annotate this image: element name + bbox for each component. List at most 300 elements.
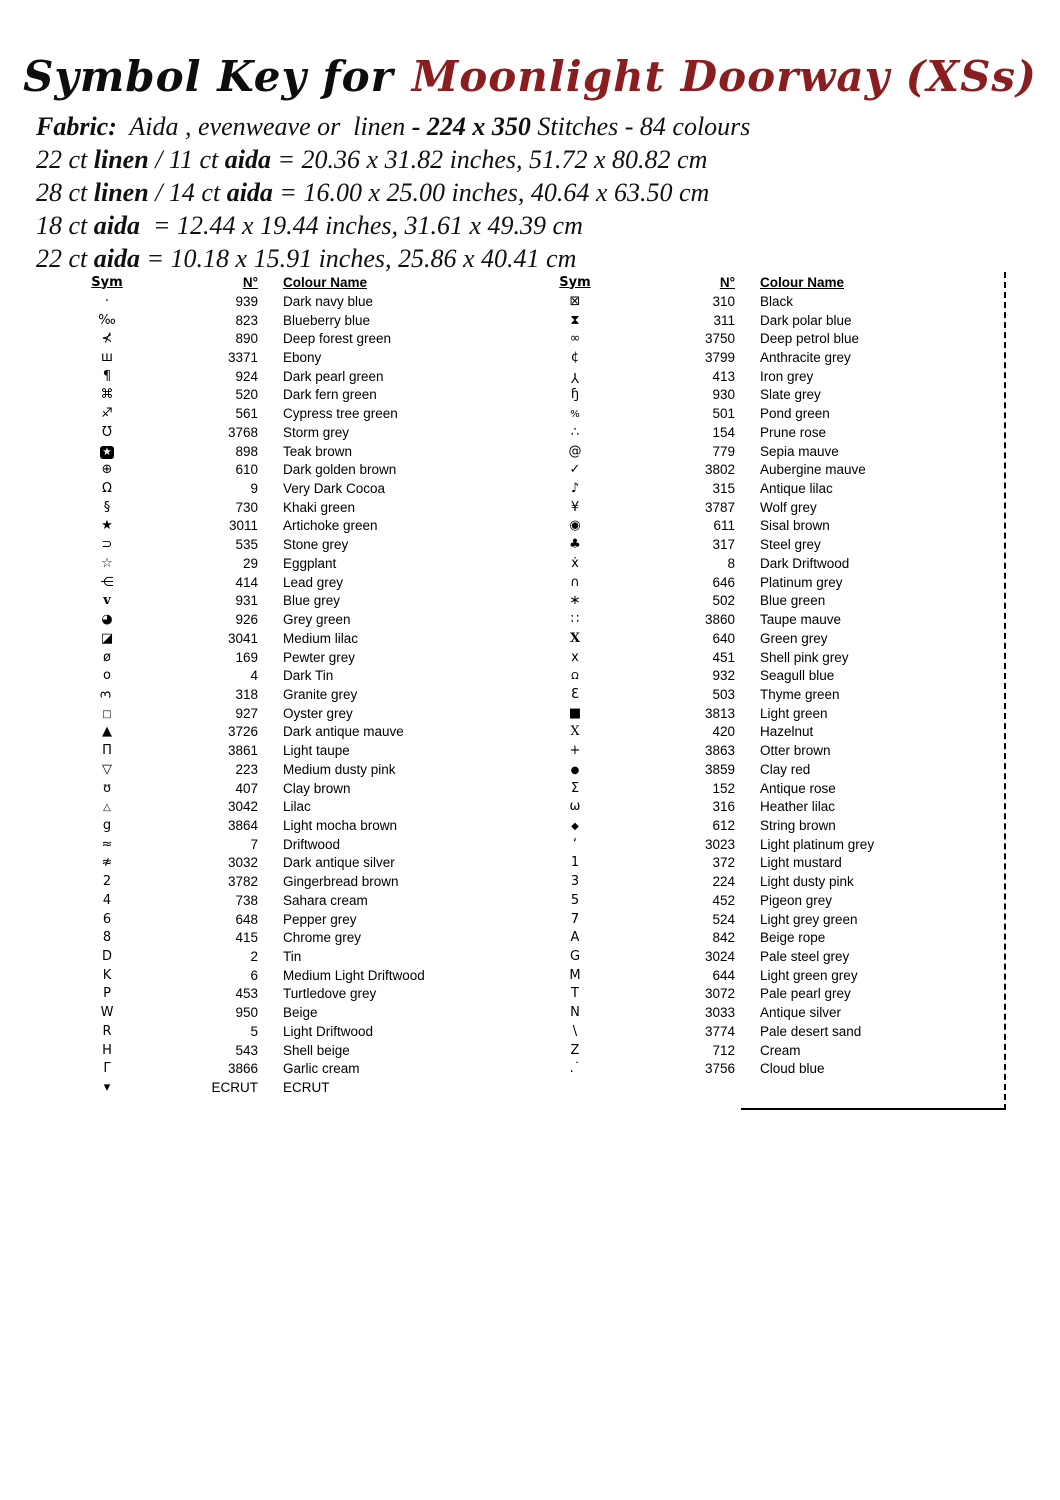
header-sym: Sym xyxy=(559,274,591,290)
stitch-symbol: D xyxy=(101,949,112,965)
stitch-symbol: g xyxy=(102,817,112,833)
header-number: N° xyxy=(242,274,258,290)
stitch-symbol: 8 xyxy=(102,930,112,946)
thread-number: 413 xyxy=(712,368,735,384)
symbol-row xyxy=(58,910,528,929)
stitch-symbol: v xyxy=(103,593,111,609)
colour-name: Dark antique mauve xyxy=(283,724,404,740)
thread-number: 3041 xyxy=(227,630,258,646)
symbol-row xyxy=(58,835,528,854)
symbol-row xyxy=(58,797,528,816)
thread-number: 9 xyxy=(250,481,258,497)
thread-number: 712 xyxy=(712,1042,735,1058)
thread-number: 223 xyxy=(235,761,258,777)
thread-number: 950 xyxy=(235,1005,258,1021)
stitch-symbol: ♣ xyxy=(569,537,581,553)
symbol-row xyxy=(58,311,528,330)
symbol-row xyxy=(545,292,1005,311)
stitch-symbol: ⊀ xyxy=(101,331,113,347)
symbol-row xyxy=(545,872,1005,891)
stitch-symbol: M xyxy=(569,967,581,983)
thread-number: 3859 xyxy=(704,761,735,777)
stitch-symbol: Γ xyxy=(103,1061,111,1077)
table-header-row xyxy=(545,272,1005,292)
symbol-row xyxy=(545,666,1005,685)
symbol-row xyxy=(58,1059,528,1078)
stitch-symbol: X xyxy=(570,724,580,740)
thread-number: 317 xyxy=(712,537,735,553)
thread-number: 224 xyxy=(712,874,735,890)
colour-name: Medium lilac xyxy=(283,630,359,646)
stitch-symbol: ∞ xyxy=(569,331,581,347)
stitch-symbol: o xyxy=(103,668,111,684)
colour-name: Light taupe xyxy=(283,743,350,759)
symbol-row xyxy=(545,348,1005,367)
colour-name: Light platinum grey xyxy=(760,836,875,852)
colour-name: Chrome grey xyxy=(283,930,362,946)
colour-name: Beige xyxy=(283,1005,318,1021)
symbol-row xyxy=(58,854,528,873)
thread-number: 407 xyxy=(235,780,258,796)
symbol-row xyxy=(545,1003,1005,1022)
symbol-row xyxy=(545,460,1005,479)
symbol-row xyxy=(545,797,1005,816)
symbol-row xyxy=(58,872,528,891)
thread-number: 4 xyxy=(250,668,258,684)
symbol-row xyxy=(58,479,528,498)
colour-name: Otter brown xyxy=(760,743,831,759)
stitch-symbol: ♪ xyxy=(570,481,580,497)
stitch-symbol: .˙ xyxy=(569,1061,581,1077)
symbol-row xyxy=(545,1041,1005,1060)
colour-name: Shell pink grey xyxy=(760,649,849,665)
symbol-row xyxy=(58,423,528,442)
stitch-symbol: 3 xyxy=(99,690,115,699)
thread-number: 738 xyxy=(235,892,258,908)
thread-number: 6 xyxy=(250,967,258,983)
colour-name: Medium dusty pink xyxy=(283,761,396,777)
symbol-row xyxy=(58,1022,528,1041)
colour-name: Light green grey xyxy=(760,967,858,983)
symbol-row xyxy=(545,1059,1005,1078)
stitch-symbol: ● xyxy=(570,764,580,776)
thread-number: 646 xyxy=(712,574,735,590)
colour-name: Sepia mauve xyxy=(760,443,839,459)
thread-number: 316 xyxy=(712,799,735,815)
symbol-row xyxy=(545,723,1005,742)
symbol-row xyxy=(545,386,1005,405)
stitch-symbol: ◪ xyxy=(100,630,114,646)
stitch-symbol: Ʊ xyxy=(102,424,112,440)
symbol-row xyxy=(545,554,1005,573)
thread-number: 8 xyxy=(727,555,735,571)
table-header-row xyxy=(58,272,528,292)
header-colour-name: Colour Name xyxy=(760,274,845,290)
thread-number: 503 xyxy=(712,686,735,702)
stitch-symbol: Π xyxy=(102,743,112,759)
symbol-row xyxy=(545,1022,1005,1041)
thread-number: 3726 xyxy=(227,724,258,740)
colour-name: Blueberry blue xyxy=(283,312,371,328)
stitch-symbol: ▽ xyxy=(102,761,112,777)
colour-name: Beige rope xyxy=(760,930,826,946)
symbol-row xyxy=(58,498,528,517)
page-title xyxy=(0,52,1060,101)
thread-number: 930 xyxy=(712,387,735,403)
colour-name: Stone grey xyxy=(283,537,349,553)
colour-name: Cloud blue xyxy=(760,1061,825,1077)
colour-name: Gingerbread brown xyxy=(283,874,399,890)
colour-name: String brown xyxy=(760,817,836,833)
thread-number: 310 xyxy=(712,293,735,309)
thread-number: 543 xyxy=(235,1042,258,1058)
stitch-symbol: T xyxy=(571,986,579,1002)
thread-number: 3802 xyxy=(704,462,735,478)
symbol-row xyxy=(58,442,528,461)
thread-number: 502 xyxy=(712,593,735,609)
thread-number: 779 xyxy=(712,443,735,459)
colour-name: Dark antique silver xyxy=(283,855,395,871)
symbol-row xyxy=(545,573,1005,592)
thread-number: 451 xyxy=(712,649,735,665)
symbol-row xyxy=(545,610,1005,629)
symbol-row xyxy=(545,779,1005,798)
thread-number: 644 xyxy=(712,967,735,983)
stitch-symbol: △ xyxy=(103,802,111,814)
stitch-symbol: ¢ xyxy=(570,350,580,366)
colour-name: Driftwood xyxy=(283,836,341,852)
thread-number: 730 xyxy=(235,499,258,515)
stitch-symbol: ⊃ xyxy=(101,537,113,553)
colour-name: Teak brown xyxy=(283,443,353,459)
stitch-symbol: Ω xyxy=(102,481,112,497)
thread-number: 3864 xyxy=(227,817,258,833)
colour-name: Light Driftwood xyxy=(283,1023,374,1039)
stitch-symbol: @ xyxy=(568,443,582,459)
stitch-symbol: ⌘ xyxy=(100,387,114,403)
stitch-symbol: ★ xyxy=(101,518,113,534)
colour-name: Antique rose xyxy=(760,780,836,796)
thread-number: 640 xyxy=(712,630,735,646)
symbol-row xyxy=(58,966,528,985)
thread-number: 3032 xyxy=(227,855,258,871)
stitch-symbol: R xyxy=(102,1023,112,1039)
thread-number: 648 xyxy=(235,911,258,927)
thread-number: 823 xyxy=(235,312,258,328)
stitch-symbol: ‰ xyxy=(98,312,116,328)
colour-name: Pale pearl grey xyxy=(760,986,851,1002)
thread-number: 561 xyxy=(235,406,258,422)
stitch-symbol: ø xyxy=(103,649,111,665)
symbol-table-right xyxy=(545,272,1005,1078)
stitch-symbol: ɧ xyxy=(570,387,580,403)
stitch-symbol: ‘ xyxy=(572,836,578,852)
symbol-row xyxy=(58,704,528,723)
thread-number: 5 xyxy=(250,1023,258,1039)
symbol-row xyxy=(545,891,1005,910)
symbol-row xyxy=(58,292,528,311)
stitch-symbol: ¶ xyxy=(102,368,112,384)
header-number: N° xyxy=(719,274,735,290)
colour-name: Steel grey xyxy=(760,537,821,553)
title-pattern-name: Moonlight Doorway (XSs) xyxy=(411,52,1037,101)
stitch-symbol: ◆ xyxy=(571,820,579,832)
symbol-row xyxy=(545,947,1005,966)
thread-number: 610 xyxy=(235,462,258,478)
thread-number: 311 xyxy=(713,312,735,328)
stitch-symbol: 4 xyxy=(102,892,112,908)
stitch-symbol: ⊕ xyxy=(101,462,113,478)
symbol-row xyxy=(58,404,528,423)
thread-number: 315 xyxy=(712,481,735,497)
stitch-symbol: ⋲ xyxy=(100,574,114,590)
thread-number: 939 xyxy=(235,293,258,309)
colour-name: Dark pearl green xyxy=(283,368,384,384)
thread-number: 3042 xyxy=(227,799,258,815)
symbol-row xyxy=(58,723,528,742)
symbol-row xyxy=(58,329,528,348)
symbol-row xyxy=(545,423,1005,442)
thread-number: 926 xyxy=(235,612,258,628)
colour-name: Pale steel grey xyxy=(760,949,850,965)
stitch-symbol: ✓ xyxy=(569,462,581,478)
fabric-line: 28 ct linen / 14 ct aida = 16.00 x 25.00 inches, 40.64 x 63.50 cm xyxy=(36,178,710,207)
title-prefix: Symbol Key for xyxy=(23,52,394,101)
colour-name: Pigeon grey xyxy=(760,892,833,908)
stitch-symbol: A xyxy=(570,930,580,946)
symbol-row xyxy=(545,835,1005,854)
colour-name: Khaki green xyxy=(283,499,356,515)
colour-name: Light mocha brown xyxy=(283,817,398,833)
colour-name: Tin xyxy=(283,949,302,965)
thread-number: 927 xyxy=(235,705,258,721)
table-border-bottom xyxy=(741,1108,1005,1110)
stitch-symbol: ☆ xyxy=(101,555,113,571)
table-border-right-dashed xyxy=(1004,272,1006,1110)
colour-name: Taupe mauve xyxy=(760,612,842,628)
stitch-symbol: P xyxy=(103,986,111,1002)
stitch-symbol: ▾ xyxy=(103,1080,111,1096)
symbol-row xyxy=(58,517,528,536)
colour-name: Light mustard xyxy=(760,855,842,871)
thread-number: 2 xyxy=(250,949,258,965)
symbol-row xyxy=(545,442,1005,461)
stitch-symbol: § xyxy=(103,499,111,515)
symbol-row xyxy=(58,535,528,554)
thread-number: 3866 xyxy=(227,1061,258,1077)
stitch-symbol: ▲ xyxy=(102,724,112,740)
symbol-row xyxy=(58,386,528,405)
colour-name: Grey green xyxy=(283,612,351,628)
header-colour-name: Colour Name xyxy=(283,274,368,290)
stitch-symbol: □ xyxy=(102,708,112,720)
colour-name: Slate grey xyxy=(760,387,821,403)
thread-number: 372 xyxy=(712,855,735,871)
thread-number: 611 xyxy=(713,518,735,534)
symbol-row xyxy=(545,404,1005,423)
stitch-symbol: ■ xyxy=(568,705,582,721)
symbol-row xyxy=(58,348,528,367)
stitch-symbol: \ xyxy=(572,1023,578,1039)
fabric-info xyxy=(36,110,750,275)
stitch-symbol: % xyxy=(570,409,580,421)
stitch-symbol: ∷ xyxy=(570,612,580,628)
stitch-symbol: N xyxy=(570,1005,580,1021)
symbol-row xyxy=(545,966,1005,985)
stitch-symbol: · xyxy=(104,293,110,309)
colour-name: Artichoke green xyxy=(283,518,378,534)
thread-number: 3787 xyxy=(704,499,735,515)
colour-name: Blue green xyxy=(760,593,826,609)
stitch-symbol: 1 xyxy=(570,855,580,871)
colour-name: Lilac xyxy=(283,799,311,815)
colour-name: Anthracite grey xyxy=(760,350,851,366)
thread-number: 3799 xyxy=(704,350,735,366)
stitch-symbol: Ω xyxy=(571,671,579,683)
colour-name: Black xyxy=(760,293,794,309)
symbol-row xyxy=(58,985,528,1004)
symbol-table-left xyxy=(58,272,528,1097)
colour-name: Light green xyxy=(760,705,828,721)
colour-name: Antique lilac xyxy=(760,481,833,497)
header-sym: Sym xyxy=(91,274,123,290)
symbol-row xyxy=(58,891,528,910)
thread-number: 932 xyxy=(712,668,735,684)
thread-number: 3371 xyxy=(227,350,258,366)
colour-name: Thyme green xyxy=(760,686,840,702)
thread-number: 7 xyxy=(250,836,258,852)
colour-name: Light grey green xyxy=(760,911,858,927)
thread-number: 452 xyxy=(712,892,735,908)
symbol-row xyxy=(545,367,1005,386)
stitch-symbol: ẋ xyxy=(571,555,579,571)
symbol-row xyxy=(58,592,528,611)
stitch-symbol: ≉ xyxy=(101,855,113,871)
thread-number: 890 xyxy=(235,331,258,347)
thread-number: 3768 xyxy=(227,424,258,440)
thread-number: 29 xyxy=(242,555,258,571)
stitch-symbol: ∗ xyxy=(569,593,581,609)
fabric-line: Fabric: Aida , evenweave or linen - 224 x 350 Stitches - 84 colours xyxy=(36,112,751,141)
stitch-symbol: H xyxy=(102,1042,112,1058)
colour-name: Light dusty pink xyxy=(760,874,854,890)
stitch-symbol: ◕ xyxy=(101,612,113,628)
symbol-row xyxy=(545,816,1005,835)
colour-name: Eggplant xyxy=(283,555,337,571)
colour-name: Cypress tree green xyxy=(283,406,398,422)
symbol-row xyxy=(58,573,528,592)
thread-number: 152 xyxy=(712,780,735,796)
stitch-symbol: Ɛ xyxy=(571,686,579,702)
symbol-row xyxy=(58,741,528,760)
fabric-line: 22 ct aida = 10.18 x 15.91 inches, 25.86 x 40.41 cm xyxy=(36,244,577,273)
stitch-symbol: + xyxy=(569,743,581,759)
symbol-row xyxy=(545,329,1005,348)
stitch-symbol: ∴ xyxy=(570,424,580,440)
symbol-row xyxy=(58,760,528,779)
thread-number: 3860 xyxy=(704,612,735,628)
colour-name: Green grey xyxy=(760,630,828,646)
symbol-row xyxy=(58,666,528,685)
stitch-symbol: ⊠ xyxy=(569,293,581,309)
thread-number: 415 xyxy=(235,930,258,946)
symbol-row xyxy=(58,554,528,573)
colour-name: Dark fern green xyxy=(283,387,377,403)
stitch-symbol: 3 xyxy=(570,874,580,890)
fabric-line: 22 ct linen / 11 ct aida = 20.36 x 31.82 inches, 51.72 x 80.82 cm xyxy=(36,145,708,174)
thread-number: 3072 xyxy=(704,986,735,1002)
symbol-row xyxy=(545,704,1005,723)
symbol-row xyxy=(545,854,1005,873)
fabric-line: 18 ct aida = 12.44 x 19.44 inches, 31.61 x 49.39 cm xyxy=(36,211,583,240)
thread-number: 612 xyxy=(712,817,735,833)
stitch-symbol: Z xyxy=(570,1042,580,1058)
colour-name: Seagull blue xyxy=(760,668,835,684)
symbol-row xyxy=(545,592,1005,611)
symbol-row xyxy=(545,928,1005,947)
stitch-symbol: ∩ xyxy=(570,574,580,590)
stitch-symbol: ш xyxy=(101,350,113,366)
symbol-row xyxy=(58,648,528,667)
colour-name: Dark golden brown xyxy=(283,462,397,478)
stitch-symbol: ¥ xyxy=(570,499,580,515)
symbol-row xyxy=(545,517,1005,536)
thread-number: 3774 xyxy=(704,1023,735,1039)
colour-name: Platinum grey xyxy=(760,574,843,590)
colour-name: Clay red xyxy=(760,761,811,777)
thread-number: 3756 xyxy=(704,1061,735,1077)
colour-name: Deep forest green xyxy=(283,331,392,347)
colour-name: Wolf grey xyxy=(760,499,817,515)
stitch-symbol: ω xyxy=(569,799,581,815)
stitch-symbol: ♐ xyxy=(101,406,113,422)
colour-name: Sisal brown xyxy=(760,518,830,534)
symbol-row xyxy=(58,460,528,479)
colour-name: Pond green xyxy=(760,406,830,422)
thread-number: 501 xyxy=(712,406,735,422)
thread-number: 3813 xyxy=(704,705,735,721)
symbol-row xyxy=(545,910,1005,929)
stitch-symbol: ★ xyxy=(102,445,112,458)
colour-name: Pepper grey xyxy=(283,911,357,927)
stitch-symbol: 5 xyxy=(570,892,580,908)
stitch-symbol: ◉ xyxy=(569,518,581,534)
thread-number: 524 xyxy=(712,911,735,927)
thread-number: 931 xyxy=(235,593,258,609)
colour-name: Sahara cream xyxy=(283,892,368,908)
symbol-row xyxy=(58,629,528,648)
colour-name: Shell beige xyxy=(283,1042,350,1058)
colour-name: Dark Tin xyxy=(283,668,334,684)
symbol-row xyxy=(58,1003,528,1022)
thread-number: 3750 xyxy=(704,331,735,347)
stitch-symbol: G xyxy=(569,949,581,965)
colour-name: Pewter grey xyxy=(283,649,356,665)
thread-number: 924 xyxy=(235,368,258,384)
colour-name: Prune rose xyxy=(760,424,827,440)
symbol-row xyxy=(545,985,1005,1004)
stitch-symbol: W xyxy=(100,1005,114,1021)
symbol-row xyxy=(545,629,1005,648)
symbol-row xyxy=(545,498,1005,517)
colour-name: Oyster grey xyxy=(283,705,353,721)
colour-name: Dark Driftwood xyxy=(760,555,850,571)
colour-name: Clay brown xyxy=(283,780,351,796)
symbol-row xyxy=(545,760,1005,779)
stitch-symbol: Σ xyxy=(570,780,580,796)
thread-number: 3861 xyxy=(227,743,258,759)
thread-number: 3011 xyxy=(228,518,258,534)
